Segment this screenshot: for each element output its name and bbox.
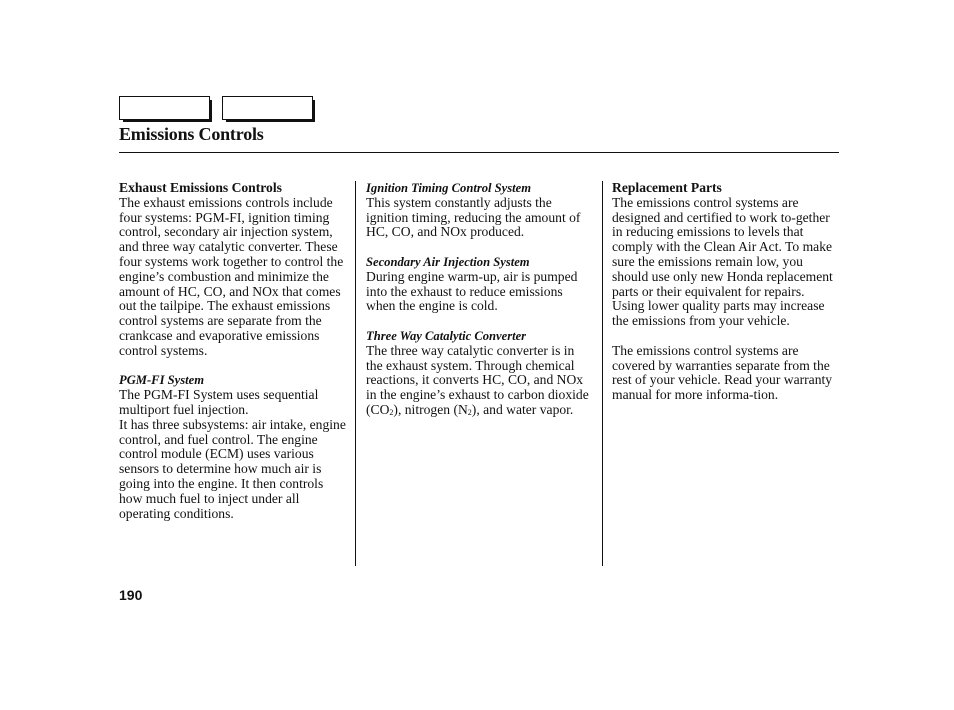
column-2 — [366, 181, 593, 418]
paragraph-ignition-timing: This system constantly adjusts the ignition timing, reducing the amount of HC, CO, and NOx produced. — [366, 194, 581, 240]
nav-button-previous[interactable] — [119, 96, 210, 120]
column-divider-1 — [355, 181, 356, 566]
title-rule — [119, 152, 839, 153]
paragraph-replacement-parts: The emissions control systems are designed and certified to work to-gether in reducing emissions to levels that comply with the Clean Air Act. To make sure the emissions remain low, you should use only new Honda replacement parts or their equivalent for repairs. Using lower quality parts may increase the emissions from your vehicle. — [612, 194, 833, 329]
column-3 — [612, 181, 839, 403]
page-number: 190 — [119, 587, 143, 603]
paragraph-secondary-air: During engine warm-up, air is pumped into the exhaust to reduce emissions when the engine is cold. — [366, 268, 578, 314]
paragraph-pgm-fi-1: The PGM-FI System uses sequential multiport fuel injection. — [119, 387, 319, 417]
paragraph-exhaust-emissions: The exhaust emissions controls include four systems: PGM-FI, ignition timing control, secondary air injection system, and three way catalytic converter. These four systems work together to control the engine’s combustion and minimize the amount of HC, CO, and NOx that comes out the tailpipe. The exhaust emissions control systems are separate from the crankcase and evaporative emissions control systems. — [119, 194, 344, 358]
heading-exhaust-emissions-controls: Exhaust Emissions Controls — [119, 180, 282, 195]
subscript-n2: 2 — [467, 407, 472, 417]
paragraph-catalytic-converter: The three way catalytic converter is in the exhaust system. Through chemical reactions, it converts HC, CO, and NOx in the engine’s exhaust to carbon dioxide $(CO_2)$, nitrogen $(N_2)$, and water vapor. — [366, 342, 589, 417]
heading-ignition-timing-control: Ignition Timing Control System — [366, 181, 532, 195]
heading-three-way-catalytic: Three Way Catalytic Converter — [366, 328, 527, 343]
column-divider-2 — [602, 181, 603, 566]
paragraph-pgm-fi-2: It has three subsystems: air intake, engine control, and fuel control. The engine control module (ECM) uses various sensors to determine how much air is going into the engine. It then controls how much fuel to inject under all operating conditions. — [119, 416, 346, 521]
column-1 — [119, 181, 346, 521]
heading-replacement-parts: Replacement Parts — [612, 180, 722, 195]
heading-secondary-air-injection: Secondary Air Injection System — [366, 254, 530, 269]
paragraph-warranties: The emissions control systems are covered by warranties separate from the rest of your vehicle. Read your warranty manual for more informa-tion. — [612, 342, 833, 403]
subscript-co2: 2 — [389, 407, 394, 417]
heading-pgm-fi-system: PGM-FI System — [119, 373, 205, 388]
nav-button-next[interactable] — [222, 96, 313, 120]
page-title: Emissions Controls — [119, 124, 264, 144]
